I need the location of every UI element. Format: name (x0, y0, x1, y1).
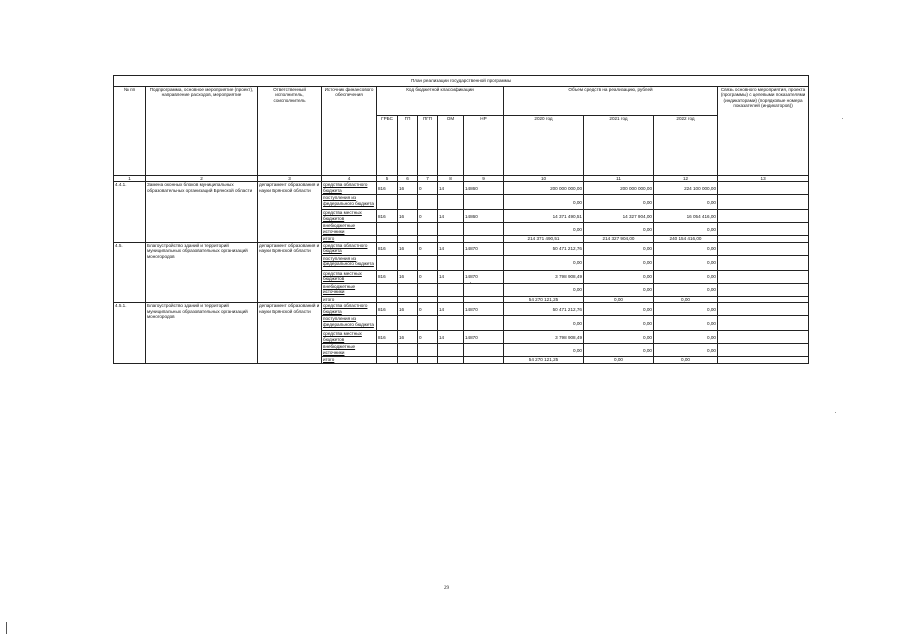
budget-code-grbs (377, 283, 398, 296)
budget-code-pgp: 0 (418, 331, 438, 344)
amount-y2022: 0,00 (654, 283, 718, 296)
header-year-2021: 2021 год (584, 116, 654, 176)
header-link: Связь основного мероприятия, проекта (программы) с целевыми показателями (индикаторами) (порядковые номера показателей (индикаторов)) (718, 87, 809, 176)
budget-code-pgp (418, 195, 438, 210)
amount-y2020: 54 270 121,25 (504, 296, 584, 302)
colnum: 4 (322, 176, 377, 182)
budget-code-pgp: 0 (418, 210, 438, 223)
funding-source: поступления из федерального бюджета (322, 195, 377, 210)
amount-y2022: 0,00 (654, 303, 718, 316)
amount-y2022: 0,00 (654, 270, 718, 283)
budget-code-gp: 16 (398, 331, 418, 344)
amount-y2020: 0,00 (504, 223, 584, 236)
indicator-link (718, 195, 809, 210)
funding-source: средства областного бюджета (322, 242, 377, 255)
row-number: 4.5.1. (114, 303, 146, 363)
funding-source: средства областного бюджета (322, 303, 377, 316)
budget-code-gp: 16 (398, 270, 418, 283)
budget-code-grbs (377, 255, 398, 270)
table-row (114, 303, 809, 316)
amount-y2022: 0,00 (654, 344, 718, 357)
amount-y2021: 0,00 (584, 195, 654, 210)
budget-code-grbs: 816 (377, 242, 398, 255)
responsible-executor: департамент образований и науки Брянской области (258, 303, 322, 363)
amount-y2020: 0,00 (504, 344, 584, 357)
scan-speck (835, 412, 836, 413)
budget-code-nr (464, 195, 504, 210)
amount-y2021: 0,00 (584, 296, 654, 302)
budget-code-nr (464, 316, 504, 331)
budget-code-grbs (377, 344, 398, 357)
header-year-2020: 2020 год (504, 116, 584, 176)
budget-code-nr: 14860 (464, 210, 504, 223)
indicator-link (718, 303, 809, 316)
page-number: 29 (444, 586, 449, 591)
budget-code-grbs: 816 (377, 303, 398, 316)
budget-code-nr: 14870 (464, 331, 504, 344)
budget-code-nr: 14860 (464, 182, 504, 195)
amount-y2021: 0,00 (584, 283, 654, 296)
budget-code-pgp: 0 (418, 182, 438, 195)
header-pgp: ПГП (418, 116, 438, 176)
amount-y2021: 214 327 904,00 (584, 236, 654, 242)
indicator-link (718, 283, 809, 296)
colnum: 2 (146, 176, 258, 182)
amount-y2020: 14 371 490,51 (504, 210, 584, 223)
header-row (114, 87, 809, 116)
amount-y2021: 0,00 (584, 242, 654, 255)
measure-name: Благоустройство зданий и территорий муниципальных образовательных организаций моногородов (146, 242, 258, 302)
budget-code-gp: 16 (398, 210, 418, 223)
amount-y2021: 0,00 (584, 344, 654, 357)
budget-code-gp (398, 255, 418, 270)
colnum: 12 (654, 176, 718, 182)
scan-speck (470, 282, 471, 283)
amount-y2020: 214 371 490,51 (504, 236, 584, 242)
responsible-executor: департамент образования и науки Брянской области (258, 242, 322, 302)
header-grbs: ГРБС (377, 116, 398, 176)
budget-code-om (438, 344, 464, 357)
amount-y2021: 0,00 (584, 316, 654, 331)
measure-name: Замена оконных блоков муниципальных образовательных организаций Брянской области (146, 182, 258, 242)
budget-code-om: 14 (438, 270, 464, 283)
header-executor: Ответственный исполнитель, соисполнитель (258, 87, 322, 176)
budget-code-gp (398, 316, 418, 331)
header-no: № пп (114, 87, 146, 176)
table-row (114, 242, 809, 255)
budget-code-om: 14 (438, 331, 464, 344)
budget-code-nr: 14870 (464, 270, 504, 283)
budget-code-om: 14 (438, 210, 464, 223)
budget-code-grbs (377, 316, 398, 331)
amount-y2020: 50 471 212,76 (504, 242, 584, 255)
budget-code-grbs (377, 223, 398, 236)
amount-y2022: 0,00 (654, 357, 718, 363)
budget-code-om: 14 (438, 182, 464, 195)
plan-title: План реализации государственной программы (114, 76, 809, 87)
amount-y2022: 224 100 000,00 (654, 182, 718, 195)
funding-source: средства местных бюджетов (322, 331, 377, 344)
indicator-link (718, 210, 809, 223)
header-budget-code: Код бюджетной классификации (377, 87, 504, 116)
budget-code-om (438, 223, 464, 236)
indicator-link (718, 357, 809, 363)
budget-code-pgp: 0 (418, 270, 438, 283)
indicator-link (718, 242, 809, 255)
budget-code-om (438, 195, 464, 210)
amount-y2022: 0,00 (654, 195, 718, 210)
amount-y2022: 0,00 (654, 296, 718, 302)
measure-name: Благоустройство зданий и территорий муниципальных образовательных организаций моногородов (146, 303, 258, 363)
budget-code-gp (398, 357, 418, 363)
budget-code-gp: 16 (398, 303, 418, 316)
amount-y2021: 0,00 (584, 255, 654, 270)
budget-code-nr (464, 283, 504, 296)
title-row (114, 76, 809, 87)
indicator-link (718, 331, 809, 344)
header-volume: Объем средств на реализацию, рублей (504, 87, 718, 116)
amount-y2020: 3 798 908,49 (504, 331, 584, 344)
budget-code-om (438, 316, 464, 331)
budget-code-pgp (418, 357, 438, 363)
colnum: 5 (377, 176, 398, 182)
amount-y2020: 0,00 (504, 283, 584, 296)
colnum: 10 (504, 176, 584, 182)
funding-source: средства местных бюджетов (322, 270, 377, 283)
margin-mark (6, 622, 7, 634)
budget-code-gp (398, 344, 418, 357)
amount-y2022: 16 054 416,00 (654, 210, 718, 223)
budget-code-gp (398, 283, 418, 296)
amount-y2020: 0,00 (504, 195, 584, 210)
responsible-executor: департамент образования и науки Брянской области (258, 182, 322, 242)
amount-y2022: 0,00 (654, 223, 718, 236)
budget-code-pgp (418, 344, 438, 357)
colnum: 11 (584, 176, 654, 182)
colnum: 13 (718, 176, 809, 182)
funding-source: средства местных бюджетов (322, 210, 377, 223)
header-year-2022: 2022 год (654, 116, 718, 176)
budget-code-pgp: 0 (418, 242, 438, 255)
header-nr: НР (464, 116, 504, 176)
indicator-link (718, 223, 809, 236)
amount-y2021: 14 327 904,00 (584, 210, 654, 223)
row-number: 4.4.1. (114, 182, 146, 242)
amount-y2022: 0,00 (654, 242, 718, 255)
funding-source: поступления из федерального бюджета (322, 316, 377, 331)
indicator-link (718, 255, 809, 270)
budget-code-grbs: 816 (377, 210, 398, 223)
scan-speck (842, 118, 843, 119)
budget-code-om: 14 (438, 242, 464, 255)
budget-code-om (438, 357, 464, 363)
budget-code-om (438, 283, 464, 296)
budget-code-pgp (418, 223, 438, 236)
colnum: 9 (464, 176, 504, 182)
funding-source: поступления из федерального бюджета (322, 255, 377, 270)
amount-y2021: 0,00 (584, 357, 654, 363)
colnum: 6 (398, 176, 418, 182)
budget-code-gp: 16 (398, 242, 418, 255)
funding-source: внебюджетные источники (322, 344, 377, 357)
budget-code-nr (464, 255, 504, 270)
budget-code-grbs: 816 (377, 270, 398, 283)
budget-code-nr (464, 223, 504, 236)
amount-y2020: 54 270 121,25 (504, 357, 584, 363)
amount-y2022: 240 154 416,00 (654, 236, 718, 242)
amount-y2020: 0,00 (504, 255, 584, 270)
budget-code-nr (464, 357, 504, 363)
budget-code-nr (464, 344, 504, 357)
budget-code-gp: 16 (398, 182, 418, 195)
amount-y2020: 200 000 000,00 (504, 182, 584, 195)
row-number: 4.5. (114, 242, 146, 302)
header-source: Источник финансового обеспечения (322, 87, 377, 176)
funding-source: итого (322, 236, 377, 242)
header-gp: ГП (398, 116, 418, 176)
amount-y2021: 200 000 000,00 (584, 182, 654, 195)
budget-code-grbs (377, 195, 398, 210)
amount-y2020: 50 471 212,76 (504, 303, 584, 316)
program-plan-table-container (113, 75, 808, 364)
amount-y2022: 0,00 (654, 331, 718, 344)
budget-code-pgp (418, 316, 438, 331)
colnum: 1 (114, 176, 146, 182)
amount-y2020: 0,00 (504, 316, 584, 331)
indicator-link (718, 344, 809, 357)
budget-code-grbs (377, 357, 398, 363)
amount-y2022: 0,00 (654, 255, 718, 270)
funding-source: средства областного бюджета (322, 182, 377, 195)
amount-y2021: 0,00 (584, 331, 654, 344)
budget-code-gp (398, 195, 418, 210)
budget-code-grbs: 816 (377, 182, 398, 195)
funding-source: итого (322, 296, 377, 302)
amount-y2021: 0,00 (584, 223, 654, 236)
amount-y2021: 0,00 (584, 303, 654, 316)
indicator-link (718, 316, 809, 331)
budget-code-pgp (418, 255, 438, 270)
budget-code-om: 14 (438, 303, 464, 316)
budget-code-pgp (418, 283, 438, 296)
colnum: 3 (258, 176, 322, 182)
budget-code-gp (398, 223, 418, 236)
funding-source: внебюджетные источники (322, 223, 377, 236)
program-plan-table (113, 75, 809, 364)
budget-code-om (438, 255, 464, 270)
colnum: 7 (418, 176, 438, 182)
header-subprogram: Подпрограмма, основное мероприятие (проект), направление расходов, мероприятие (146, 87, 258, 176)
amount-y2021: 0,00 (584, 270, 654, 283)
budget-code-grbs: 816 (377, 331, 398, 344)
indicator-link (718, 182, 809, 195)
budget-code-nr: 14870 (464, 242, 504, 255)
budget-code-nr: 14870 (464, 303, 504, 316)
amount-y2022: 0,00 (654, 316, 718, 331)
indicator-link (718, 270, 809, 283)
colnum: 8 (438, 176, 464, 182)
funding-source: внебюджетные источники (322, 283, 377, 296)
table-row (114, 182, 809, 195)
budget-code-pgp: 0 (418, 303, 438, 316)
funding-source: итого (322, 357, 377, 363)
header-om: ОМ (438, 116, 464, 176)
amount-y2020: 3 798 908,49 (504, 270, 584, 283)
